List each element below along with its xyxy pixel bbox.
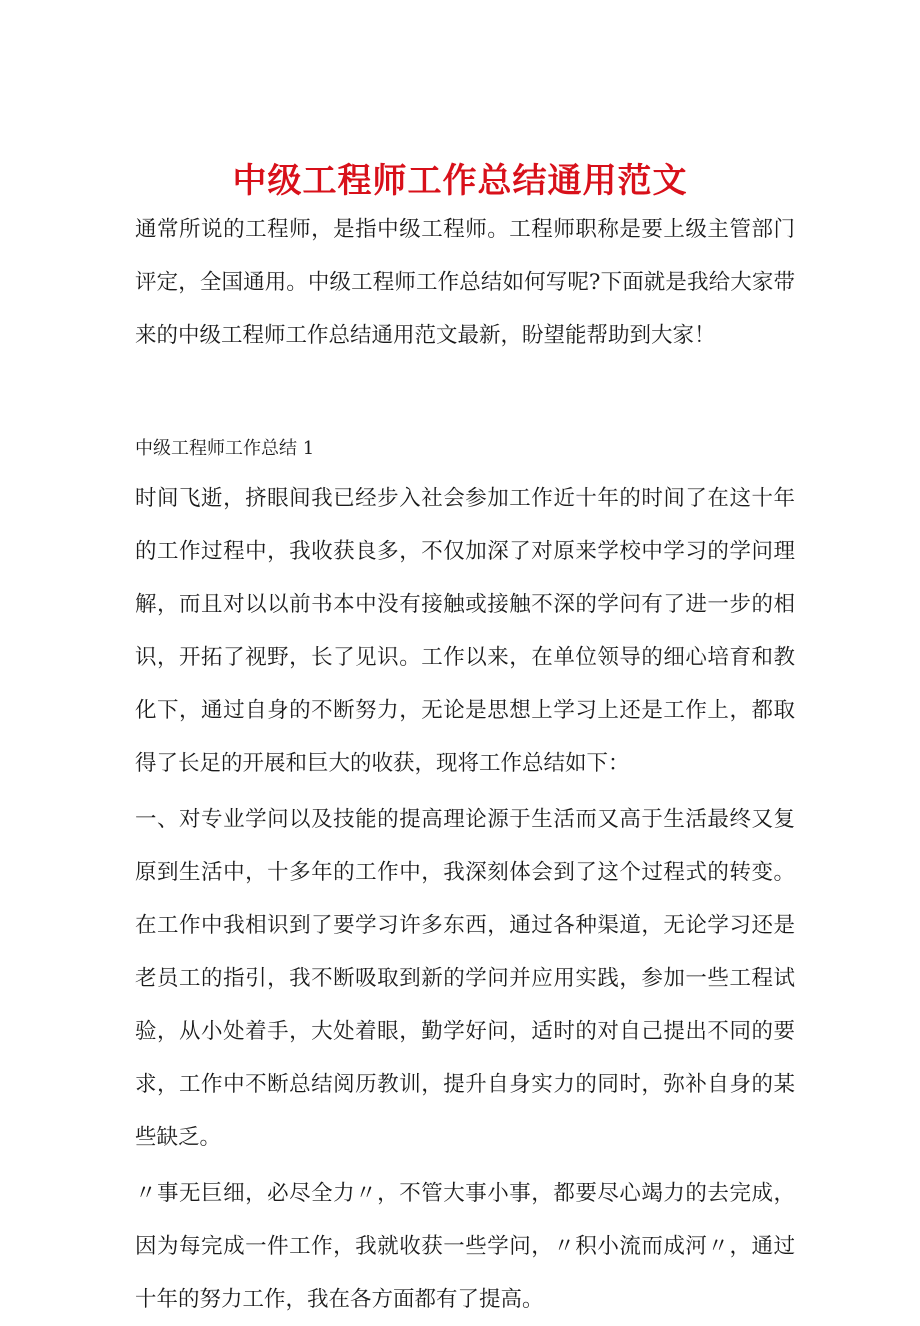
section-1-paragraph-2: 一、对专业学问以及技能的提高理论源于生活而又高于生活最终又复原到生活中，十多年的工作中，我深刻体会到了这个过程式的转变。在工作中我相识到了要学习许多东西，通过各种渠道，无论学习还是老员工的指引，我不断吸取到新的学问并应用实践，参加一些工程试验，从小处着手，大处着眼，勤学好问，适时的对自己提出不同的要求，工作中不断总结阅历教训，提升自身实力的同时，弥补自身的某些缺乏。 [135,807,795,1150]
intro-paragraph: 通常所说的工程师，是指中级工程师。工程师职称是要上级主管部门评定，全国通用。中级工程师工作总结如何写呢?下面就是我给大家带来的中级工程师工作总结通用范文最新，盼望能帮助到大家！ [135,217,795,348]
section-1-paragraph-1: 时间飞逝，挤眼间我已经步入社会参加工作近十年的时间了在这十年的工作过程中，我收获良多，不仅加深了对原来学校中学习的学问理解，而且对以以前书本中没有接触或接触不深的学问有了进一步的相识，开拓了视野，长了见识。工作以来，在单位领导的细心培育和教化下，通过自身的不断努力，无论是思想上学习上还是工作上，都取得了长足的开展和巨大的收获，现将工作总结如下： [135,486,795,776]
section-1 [135,434,795,1326]
section-1-paragraph-3: 〃事无巨细，必尽全力〃，不管大事小事，都要尽心竭力的去完成，因为每完成一件工作，我就收获一些学问，〃积小流而成河〃，通过十年的努力工作，我在各方面都有了提高。 [135,1181,795,1312]
document-title: 中级工程师工作总结通用范文 [232,160,688,201]
section-1-heading: 中级工程师工作总结 1 [135,438,315,459]
